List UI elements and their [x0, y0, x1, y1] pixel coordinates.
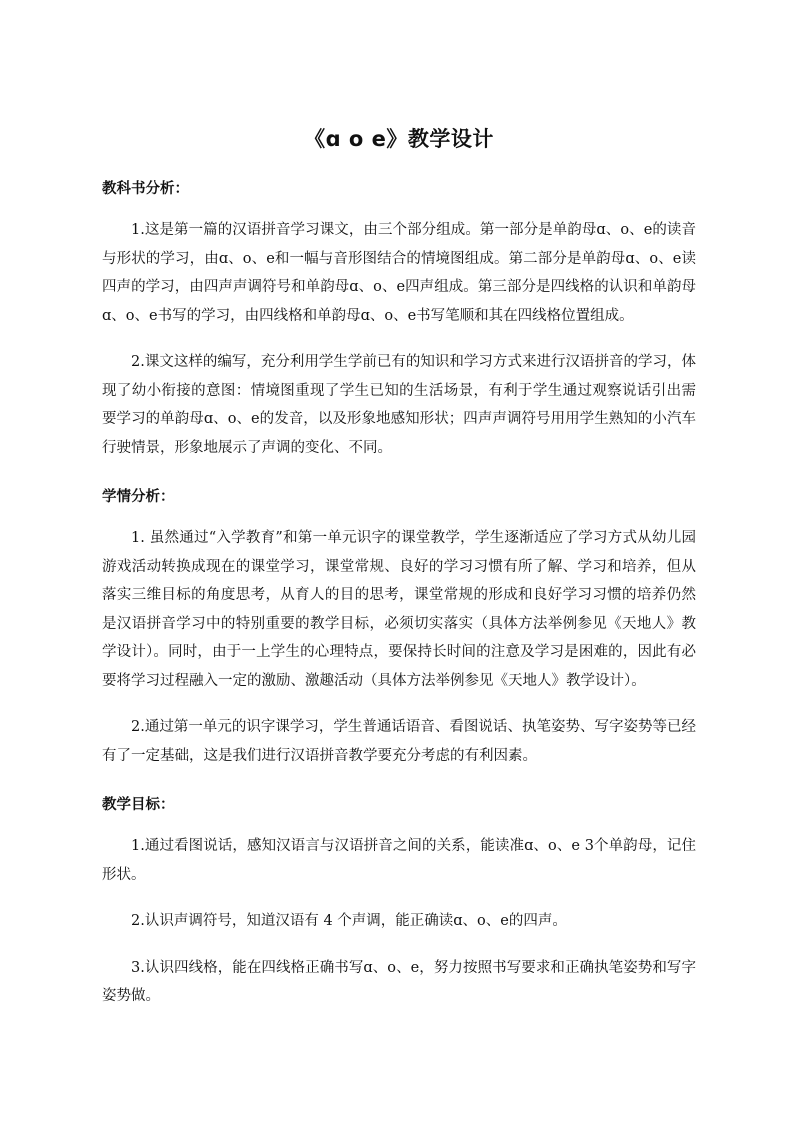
paragraph: 2.通过第一单元的识字课学习，学生普通话语音、看图说话、执笔姿势、写字姿势等已经有了一定基础，这是我们进行汉语拼音教学要充分考虑的有利因素。 [102, 719, 696, 764]
section-learner-analysis [102, 486, 696, 770]
section-heading: 学情分析： [102, 489, 175, 505]
paragraph: 2.认识声调符号，知道汉语有 4 个声调，能正确读ɑ、o、e的四声。 [131, 913, 567, 929]
paragraph: 3.认识四线格，能在四线格正确书写ɑ、o、e，努力按照书写要求和正确执笔姿势和写字姿势做。 [102, 959, 696, 1004]
paragraph: 2.课文这样的编写，充分利用学生学前已有的知识和学习方式来进行汉语拼音的学习，体现了幼小衔接的意图：情境图重现了学生已知的生活场景，有利于学生通过观察说话引出需要学习的单韵母ɑ、o、e的发音，以及形象地感知形状；四声声调符号用用学生熟知的小汽车行驶情景，形象地展示了声调的变化、不同。 [102, 354, 696, 456]
paragraph: 1. 虽然通过“入学教育”和第一单元识字的课堂教学，学生逐渐适应了学习方式从幼儿园游戏活动转换成现在的课堂学习，课堂常规、良好的学习习惯有所了解、学习和培养，但从落实三维目标的角度思考，从育人的目的思考，课堂常规的形成和良好学习习惯的培养仍然是汉语拼音学习中的特别重要的教学目标，必须切实落实（具体方法举例参见《天地人》教学设计）。同时，由于一上学生的心理特点，要保持长时间的注意及学习是困难的，因此有必要将学习过程融入一定的激励、激趣活动（具体方法举例参见《天地人》教学设计）。 [102, 530, 696, 689]
paragraph: 1.通过看图说话，感知汉语言与汉语拼音之间的关系，能读准ɑ、o、e 3个单韵母，记住形状。 [102, 838, 696, 883]
section-teaching-goals [102, 794, 696, 1011]
section-heading: 教学目标： [102, 797, 175, 813]
document-title: 《ɑ o e》教学设计 [304, 127, 494, 151]
section-textbook-analysis [102, 178, 696, 462]
paragraph: 1.这是第一篇的汉语拼音学习课文，由三个部分组成。第一部分是单韵母ɑ、o、e的读音与形状的学习，由ɑ、o、e和一幅与音形图结合的情境图组成。第二部分是单韵母ɑ、o、e读四声的学习，由四声声调符号和单韵母ɑ、o、e四声组成。第三部分是四线格的认识和单韵母ɑ、o、e书写的学习，由四线格和单韵母ɑ、o、e书写笔顺和其在四线格位置组成。 [102, 222, 696, 324]
section-heading: 教科书分析： [102, 181, 189, 197]
